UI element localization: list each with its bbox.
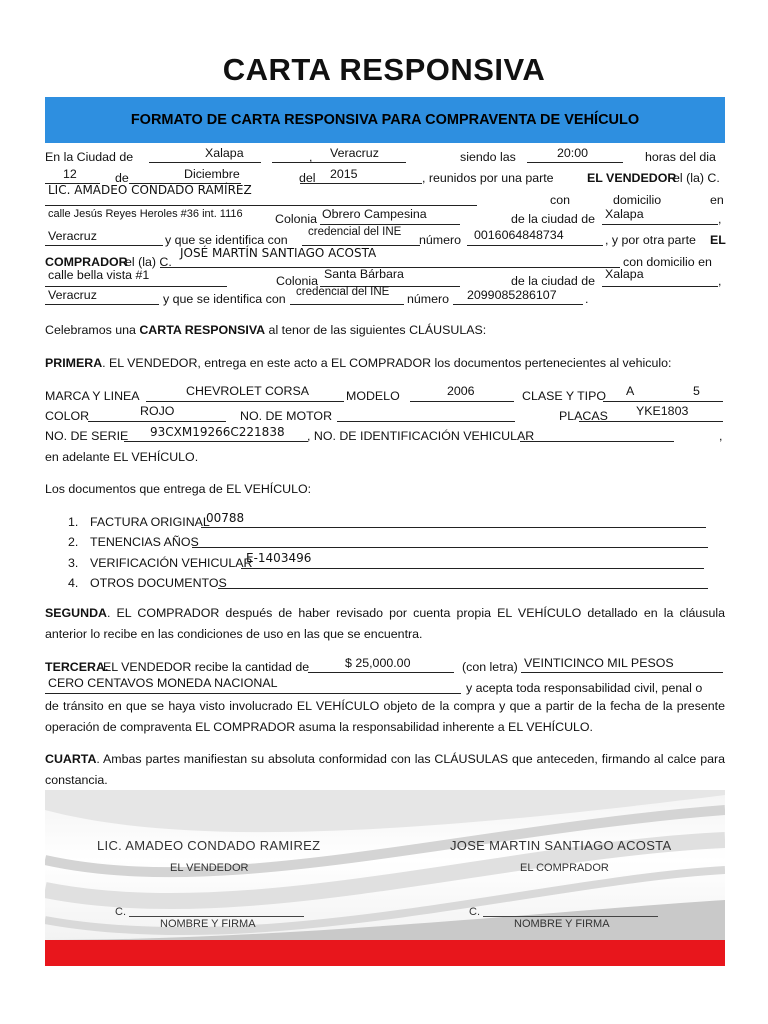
clausula-segunda [45,603,725,645]
underline [149,162,261,163]
doc-label: FACTURA ORIGINAL [90,515,210,529]
text: al tenor de las siguientes CLÁUSULAS: [265,323,487,337]
footer-red-bar [45,940,725,966]
underline [520,441,674,442]
document-title: CARTA RESPONSIVA [222,52,546,87]
anio-field[interactable]: 2015 [330,167,358,181]
underline [192,547,708,548]
text: Los documentos que entrega de EL VEHÍCULO: [45,482,312,496]
label: EL VENDEDOR [587,171,677,185]
dia-field[interactable]: 12 [63,167,77,181]
comprador-colonia-field[interactable]: Santa Bárbara [324,267,404,281]
clause-heading: TERCERA. [45,660,109,674]
clause-heading: CUARTA [45,752,97,766]
header-banner [45,97,725,143]
underline [218,588,708,589]
comprador-c-label: C. [469,906,480,918]
underline [290,304,404,305]
underline [88,421,226,422]
comprador-role: EL COMPRADOR [520,862,609,874]
vendedor-domicilio-field[interactable]: calle Jesús Reyes Heroles #36 int. 1116 [48,208,243,220]
label: , y por otra parte [605,233,696,247]
comprador-numero-field[interactable]: 2099085286107 [467,288,557,302]
underline [45,304,159,305]
label: , reunidos por una parte [422,171,554,185]
label: PLACAS [559,409,608,423]
clase-field[interactable]: A [626,384,635,398]
doc-number: 1. [68,515,79,529]
label: CLASE Y TIPO [522,389,607,403]
clausulas-intro [45,323,725,337]
label: siendo las [460,150,516,164]
label: y que se identifica con [165,233,288,247]
underline [602,224,718,225]
label: y acepta toda responsabilidad civil, penal o [466,681,703,695]
underline [272,162,406,163]
cantidad-letra-field[interactable]: VEINTICINCO MIL PESOS [524,656,674,670]
comprador-nombre-firma: NOMBRE Y FIRMA [514,918,610,930]
vendedor-estado-field[interactable]: Veracruz [48,229,97,243]
label: , NO. DE IDENTIFICACIÓN VEHICULAR [307,429,535,443]
marca-field[interactable]: CHEVROLET CORSA [186,384,310,398]
clause-heading: PRIMERA [45,356,103,370]
label: de la ciudad de [511,274,596,288]
vendedor-signature-name: LIC. AMADEO CONDADO RAMIREZ [97,838,321,853]
vendedor-signature-line[interactable] [129,916,304,917]
label: de la ciudad de [511,212,596,226]
label: Colonia [275,212,318,226]
label: en [710,193,724,207]
underline [45,205,477,206]
label: , [718,212,722,226]
comprador-domicilio-field[interactable]: calle bella vista #1 [48,268,150,282]
doc-label: OTROS DOCUMENTOS [90,576,227,590]
label: NO. DE MOTOR [240,409,333,423]
underline [45,286,227,287]
label: , [309,150,313,164]
underline [300,183,422,184]
label: . [585,292,589,306]
label: MODELO [346,389,400,403]
label: número [419,233,462,247]
serie-field[interactable]: 93CXM19266C221838 [150,425,285,439]
clause-text: . EL COMPRADOR después de haber revisado por cuenta propia EL VEHÍCULO detallado en la cláusula anterior lo recibe en las condiciones de uso en las que se encuentra. [45,606,725,641]
underline [579,421,723,422]
underline [453,304,583,305]
clause-text: . EL VENDEDOR, entrega en este acto a EL COMPRADOR los documentos pertenecientes al vehiculo: [102,356,672,370]
color-field[interactable]: ROJO [140,404,175,418]
underline [527,162,623,163]
vendedor-role: EL VENDEDOR [170,862,249,874]
label: , [718,274,722,288]
label: del [299,171,316,185]
comprador-identificacion-field[interactable]: credencial del INE [296,286,390,298]
modelo-field[interactable]: 2006 [447,384,475,398]
vendedor-c-label: C. [115,906,126,918]
clausula-cuarta [45,749,725,791]
label: con [550,193,570,207]
underline [241,568,704,569]
underline [521,672,723,673]
estado-field[interactable]: Veracruz [330,146,379,160]
label: Colonia [276,274,319,288]
underline [45,245,163,246]
text: Celebramos una [45,323,140,337]
vendedor-nombre-firma: NOMBRE Y FIRMA [160,918,256,930]
doc-number: 3. [68,556,79,570]
label: en adelante EL VEHÍCULO. [45,450,199,464]
label: número [407,292,450,306]
underline [467,245,603,246]
cantidad-field[interactable]: $ 25,000.00 [345,656,411,670]
clause-text: de tránsito en que se haya visto involucrado EL VEHÍCULO objeto de la compra y que a partir de la fecha de la presente operación de compraventa EL COMPRADOR asuma la responsabilidad inherente a EL VEHÍCULO. [45,699,725,734]
label: de [115,171,129,185]
ciudad-field[interactable]: Xalapa [205,146,244,160]
label: y que se identifica con [163,292,286,306]
underline [308,672,454,673]
tipo-field[interactable]: 5 [693,384,700,398]
vendedor-nombre-field[interactable]: LIC. AMADEO CONDADO RAMÍREZ [48,183,252,197]
underline [146,401,344,402]
label: EL VENDEDOR recibe la cantidad de [103,660,310,674]
comprador-signature-name: JOSE MARTIN SANTIAGO ACOSTA [450,838,672,853]
banner-text: FORMATO DE CARTA RESPONSIVA PARA COMPRAVENTA DE VEHÍCULO [130,112,640,128]
vendedor-numero-field[interactable]: 0016064848734 [474,228,564,242]
cantidad-letra-2-field[interactable]: CERO CENTAVOS MONEDA NACIONAL [48,676,278,690]
doc-number: 2. [68,535,79,549]
clausula-tercera-text [45,696,725,738]
vendedor-identificacion-field[interactable]: credencial del INE [308,226,402,238]
label: el (la) C. [673,171,720,185]
label: con domicilio en [623,255,712,269]
label: NO. DE SERIE [45,429,129,443]
underline [603,401,723,402]
underline [410,401,514,402]
clause-heading: SEGUNDA [45,606,107,620]
doc-label: VERIFICACIÓN VEHICULAR [90,556,253,570]
text: CARTA RESPONSIVA [139,323,266,337]
vendedor-ciudad-field[interactable]: Xalapa [605,207,644,221]
hora-field[interactable]: 20:00 [557,146,589,160]
label: el (la) C. [125,255,172,269]
mes-field[interactable]: Diciembre [184,167,240,181]
comprador-ciudad-field[interactable]: Xalapa [605,267,644,281]
placas-field[interactable]: YKE1803 [636,404,689,418]
underline [320,224,460,225]
underline [337,421,515,422]
label: En la Ciudad de [45,150,134,164]
label: domicilio [613,193,662,207]
clause-text: . Ambas partes manifiestan su absoluta conformidad con las CLÁUSULAS que anteceden, firmando al calce para constancia. [45,752,725,787]
verificacion-field[interactable]: E-1403496 [246,551,312,565]
label: EL [710,233,726,247]
comprador-nombre-field[interactable]: JOSÉ MARTÍN SANTIAGO ACOSTA [180,246,377,260]
label: horas del dia [645,150,716,164]
comprador-estado-field[interactable]: Veracruz [48,288,97,302]
vendedor-colonia-field[interactable]: Obrero Campesina [322,207,427,221]
factura-field[interactable]: 00788 [206,511,245,525]
comprador-signature-line[interactable] [483,916,658,917]
doc-label: TENENCIAS AÑOS [90,535,199,549]
underline [45,693,461,694]
clausula-primera [45,356,725,370]
label: MARCA Y LINEA [45,389,140,403]
underline [201,527,706,528]
underline [124,441,308,442]
doc-number: 4. [68,576,79,590]
label: , [719,429,723,443]
underline [602,286,718,287]
label: (con letra) [462,660,518,674]
label: COLOR [45,409,90,423]
label: COMPRADOR [45,255,128,269]
